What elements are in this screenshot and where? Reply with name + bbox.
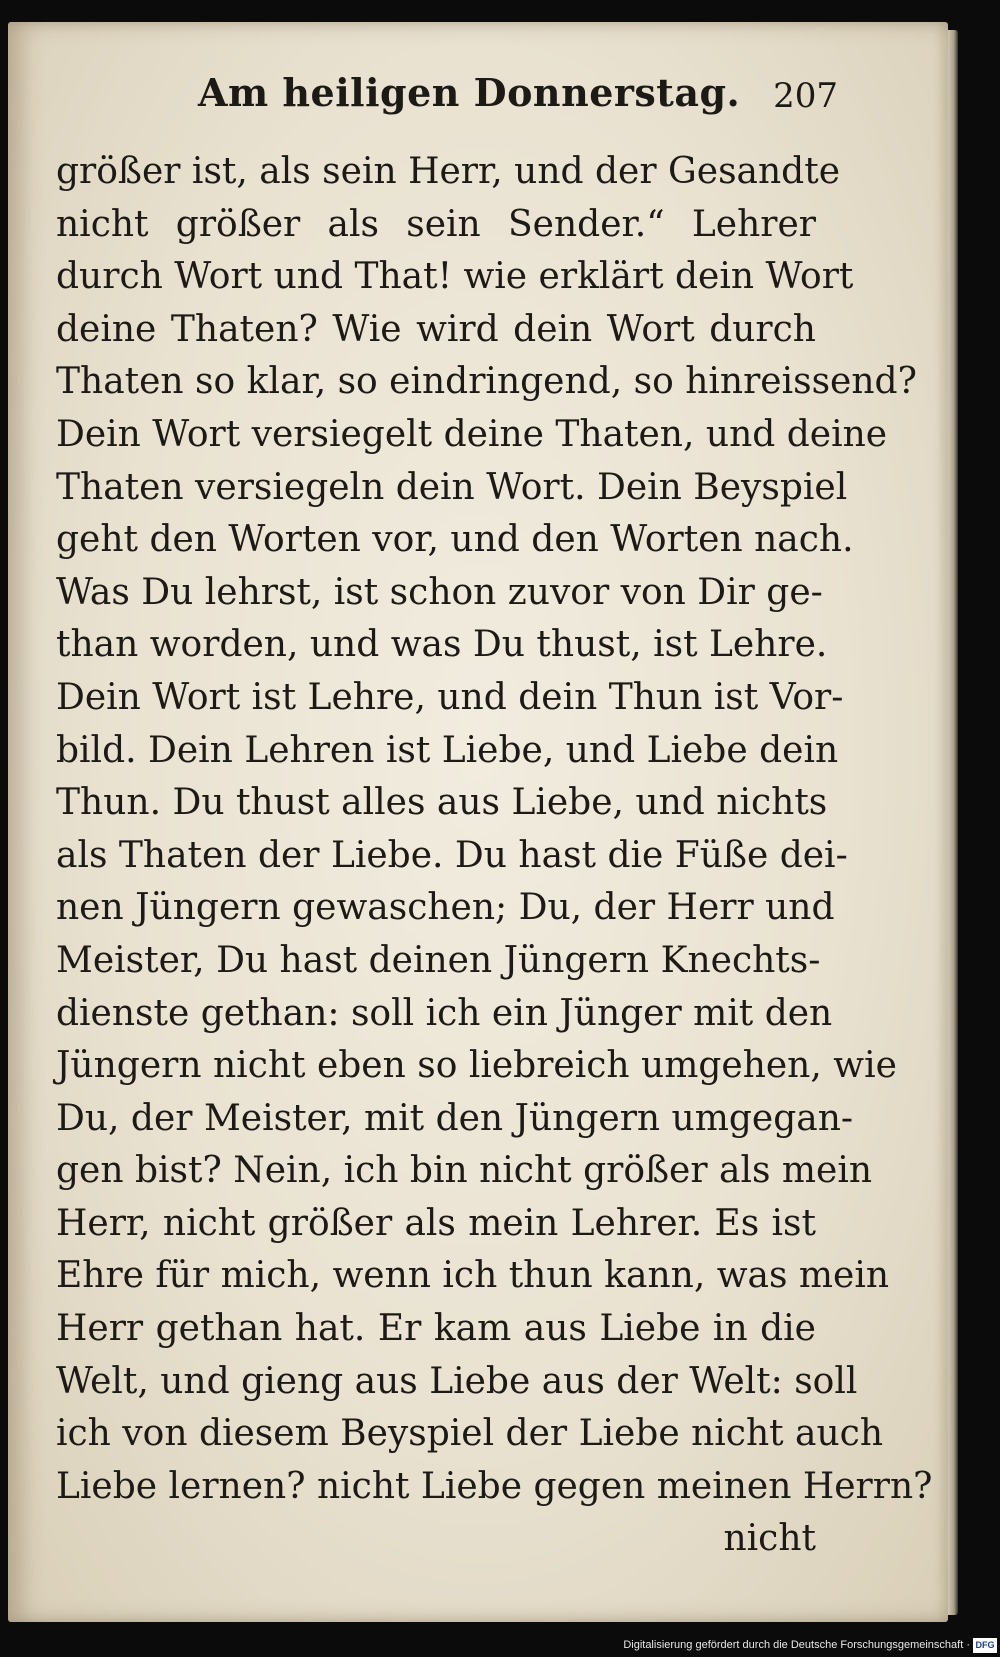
text-line: nicht größer als sein Sender.“ Lehrer bbox=[56, 203, 816, 245]
page-number: 207 bbox=[773, 76, 838, 116]
text-line: Thaten so klar, so eindringend, so hinreissend? bbox=[56, 361, 917, 403]
text-line: durch Wort und That! wie erklärt dein Wort bbox=[56, 256, 854, 298]
text-line: Welt, und gieng aus Liebe aus der Welt: soll bbox=[56, 1360, 858, 1402]
text-line: dienste gethan: soll ich ein Jünger mit den bbox=[56, 992, 833, 1034]
text-line: Meister, Du hast deinen Jüngern Knechts- bbox=[56, 939, 821, 981]
text-line: Dein Wort ist Lehre, und dein Thun ist Vor- bbox=[56, 676, 844, 718]
text-line: Was Du lehrst, ist schon zuvor von Dir ge- bbox=[56, 571, 823, 613]
page-edge bbox=[948, 30, 958, 1615]
book-page bbox=[8, 22, 948, 1622]
text-line: als Thaten der Liebe. Du hast die Füße dei- bbox=[56, 834, 848, 876]
text-line: Thaten versiegeln dein Wort. Dein Beyspiel bbox=[56, 466, 848, 508]
text-line: nen Jüngern gewaschen; Du, der Herr und bbox=[56, 887, 835, 929]
text-line: Herr, nicht größer als mein Lehrer. Es ist bbox=[56, 1202, 816, 1244]
body-text bbox=[56, 146, 933, 1566]
page-header bbox=[48, 70, 838, 130]
text-line: Liebe lernen? nicht Liebe gegen meinen Herrn? bbox=[56, 1465, 933, 1507]
text-line: gen bist? Nein, ich bin nicht größer als mein bbox=[56, 1150, 873, 1192]
text-line: Thun. Du thust alles aus Liebe, und nichts bbox=[56, 782, 828, 824]
text-line: ich von diesem Beyspiel der Liebe nicht auch bbox=[56, 1413, 884, 1455]
catchword: nicht bbox=[723, 1518, 816, 1560]
text-line: Dein Wort versiegelt deine Thaten, und deine bbox=[56, 413, 888, 455]
text-line: deine Thaten? Wie wird dein Wort durch bbox=[56, 308, 816, 350]
footer-bar bbox=[0, 1636, 1000, 1657]
text-line: Ehre für mich, wenn ich thun kann, was mein bbox=[56, 1255, 890, 1297]
running-head: Am heiligen Donnerstag. bbox=[198, 70, 741, 115]
text-line: bild. Dein Lehren ist Liebe, und Liebe dein bbox=[56, 729, 839, 771]
text-line: Jüngern nicht eben so liebreich umgehen, wie bbox=[56, 1045, 897, 1087]
text-line: Herr gethan hat. Er kam aus Liebe in die bbox=[56, 1308, 816, 1350]
text-line: größer ist, als sein Herr, und der Gesandte bbox=[56, 151, 841, 192]
funding-credit: Digitalisierung gefördert durch die Deutsche Forschungsgemeinschaft · bbox=[623, 1639, 970, 1651]
text-line: geht den Worten vor, und den Worten nach. bbox=[56, 519, 854, 561]
dfg-logo-icon: DFG bbox=[973, 1638, 997, 1653]
text-line: Du, der Meister, mit den Jüngern umgegan- bbox=[56, 1097, 854, 1139]
text-line: than worden, und was Du thust, ist Lehre. bbox=[56, 624, 828, 666]
